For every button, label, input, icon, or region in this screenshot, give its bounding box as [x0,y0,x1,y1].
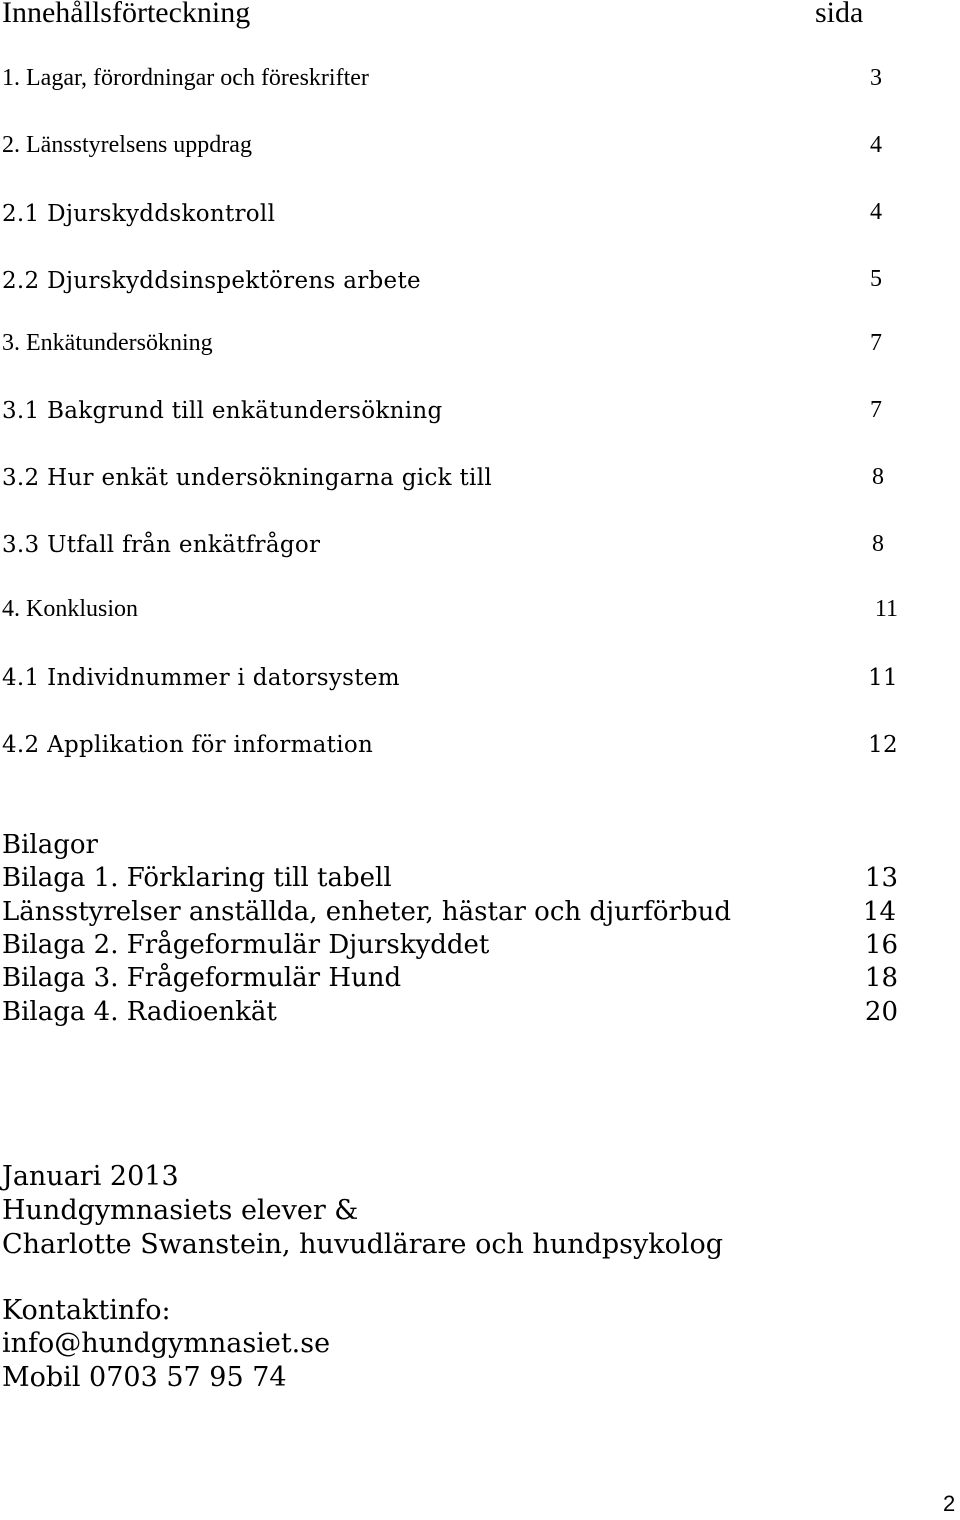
toc-title: Innehållsförteckning [2,0,251,29]
toc-entry-label: 4.1 Individnummer i datorsystem [2,665,400,691]
page-number: 2 [943,1491,956,1516]
toc-entry-page: 4 [870,132,882,158]
toc-entry-label: 3.3 Utfall från enkätfrågor [2,532,321,558]
toc-entry-page: 8 [872,531,884,557]
appendix-heading: Bilagor [2,830,98,860]
toc-entry-label: 2.1 Djurskyddskontroll [2,201,276,227]
appendix-entry-page: 18 [864,963,898,993]
toc-entry-page: 12 [868,732,898,758]
toc-entry-page: 5 [870,266,882,292]
appendix-entry-label: Bilaga 2. Frågeformulär Djurskyddet [2,930,490,960]
contact-heading: Kontaktinfo: [2,1295,171,1326]
page-column-header: sida [815,0,864,29]
email: info@hundgymnasiet.se [2,1328,331,1359]
phone: Mobil 0703 57 95 74 [2,1362,287,1393]
toc-entry-label: 3. Enkätundersökning [2,330,213,356]
toc-entry-page: 7 [870,330,882,356]
toc-entry-label: 3.1 Bakgrund till enkätundersökning [2,398,443,424]
toc-entry-page: 3 [870,65,882,91]
toc-entry-label: 3.2 Hur enkät undersökningarna gick till [2,465,493,491]
toc-entry-page: 7 [870,397,882,423]
toc-entry-page: 11 [868,665,898,691]
author-line: Charlotte Swanstein, huvudlärare och hundpsykolog [2,1229,724,1260]
toc-entry-page: 4 [870,199,882,225]
appendix-entry-page: 20 [864,997,898,1027]
appendix-entry-page: 14 [862,897,896,927]
date: Januari 2013 [2,1161,179,1192]
appendix-entry-page: 13 [864,863,898,893]
appendix-entry-label: Bilaga 1. Förklaring till tabell [2,863,392,893]
toc-entry-label: 4. Konklusion [2,596,139,622]
author-line: Hundgymnasiets elever & [2,1195,359,1226]
appendix-entry-page: 16 [864,930,898,960]
appendix-entry-label: Länsstyrelser anställda, enheter, hästar och djurförbud [2,897,732,927]
appendix-entry-label: Bilaga 3. Frågeformulär Hund [2,963,402,993]
toc-entry-label: 2. Länsstyrelsens uppdrag [2,132,252,158]
toc-entry-label: 4.2 Applikation för information [2,732,374,758]
appendix-entry-label: Bilaga 4. Radioenkät [2,997,277,1027]
toc-entry-label: 2.2 Djurskyddsinspektörens arbete [2,268,421,294]
toc-entry-page: 11 [874,596,898,622]
toc-entry-label: 1. Lagar, förordningar och föreskrifter [2,65,369,91]
toc-entry-page: 8 [872,464,884,490]
